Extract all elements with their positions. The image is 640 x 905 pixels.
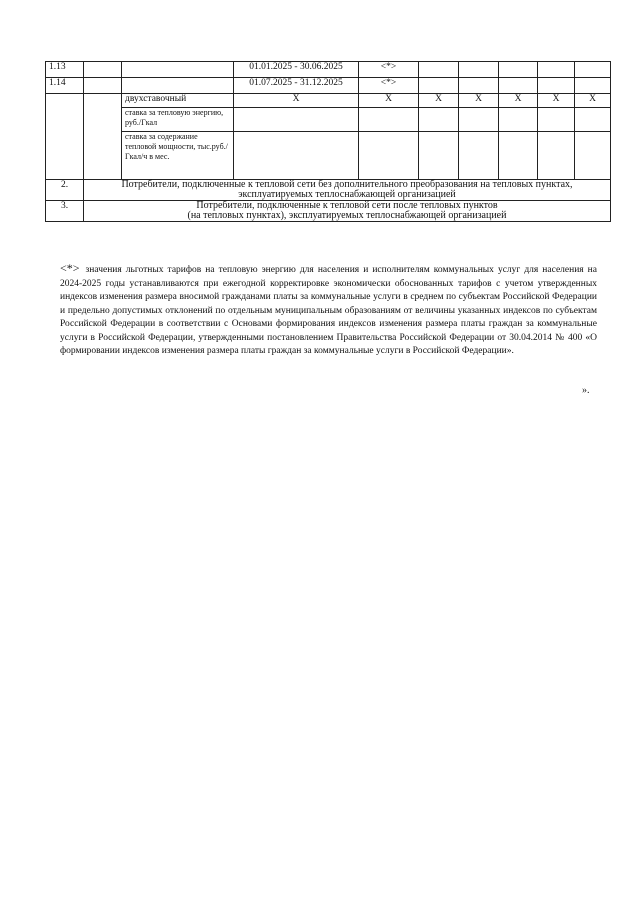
tariff-table <box>45 61 611 222</box>
table-row <box>46 108 611 132</box>
footnote-mark: <*> <box>359 62 419 78</box>
table-row <box>46 62 611 78</box>
x-cell: Х <box>499 94 538 108</box>
section-title: Потребители, подключенные к тепловой сети без дополнительного преобразования на тепловых пунктах, эксплуатируемых теплоснабжающей организацией <box>84 180 611 201</box>
x-cell: Х <box>234 94 359 108</box>
x-cell: Х <box>575 94 611 108</box>
closing-quote: ». <box>582 385 590 396</box>
section-number: 2. <box>46 180 84 201</box>
table-row <box>46 78 611 94</box>
table-row <box>46 201 611 222</box>
row-number: 1.13 <box>46 62 84 78</box>
section-title-line: Потребители, подключенные к тепловой сети после тепловых пунктов <box>196 200 498 211</box>
footnote-marker: <*> <box>60 261 80 275</box>
x-cell: Х <box>359 94 419 108</box>
footnote-mark: <*> <box>359 78 419 94</box>
footnote-text: значения льготных тарифов на тепловую энергию для населения и исполнителям коммунальных услуг для населения на 2024-2025 годы устанавливаются при ежегодной корректировке экономически обоснованных тарифов с учетом утвержденных индексов изменения размера вносимой гражданами платы за коммунальные услуги в среднем по субъектам Российской Федерации и предельно допустимых отклонений по отдельным муниципальным образованиям от величины указанных индексов по субъектам Российской Федерации в соответствии с Основами формирования индексов изменения размера платы граждан за коммунальные услуги в Российской Федерации, утвержденными постановлением Правительства Российской Федерации от 30.04.2014 № 400 «О формировании индексов изменения размера платы граждан за коммунальные услуги в Российской Федерации». <box>60 265 597 356</box>
section-number: 3. <box>46 201 84 222</box>
x-cell: Х <box>419 94 459 108</box>
table-row <box>46 180 611 201</box>
x-cell: Х <box>538 94 575 108</box>
footnote <box>60 262 597 359</box>
section-title-line: (на тепловых пунктах), эксплуатируемых теплоснабжающей организацией <box>187 210 507 221</box>
period-cell: 01.01.2025 - 30.06.2025 <box>234 62 359 78</box>
section-title <box>84 201 611 222</box>
period-cell: 01.07.2025 - 31.12.2025 <box>234 78 359 94</box>
rate-energy-label: ставка за тепловую энергию, руб./Гкал <box>122 108 234 132</box>
table-row <box>46 94 611 108</box>
rate-capacity-label: ставка за содержание тепловой мощности, тыс.руб./Гкал/ч в мес. <box>122 132 234 180</box>
two-part-label: двухставочный <box>122 94 234 108</box>
row-number: 1.14 <box>46 78 84 94</box>
x-cell: Х <box>459 94 499 108</box>
table-row <box>46 132 611 180</box>
